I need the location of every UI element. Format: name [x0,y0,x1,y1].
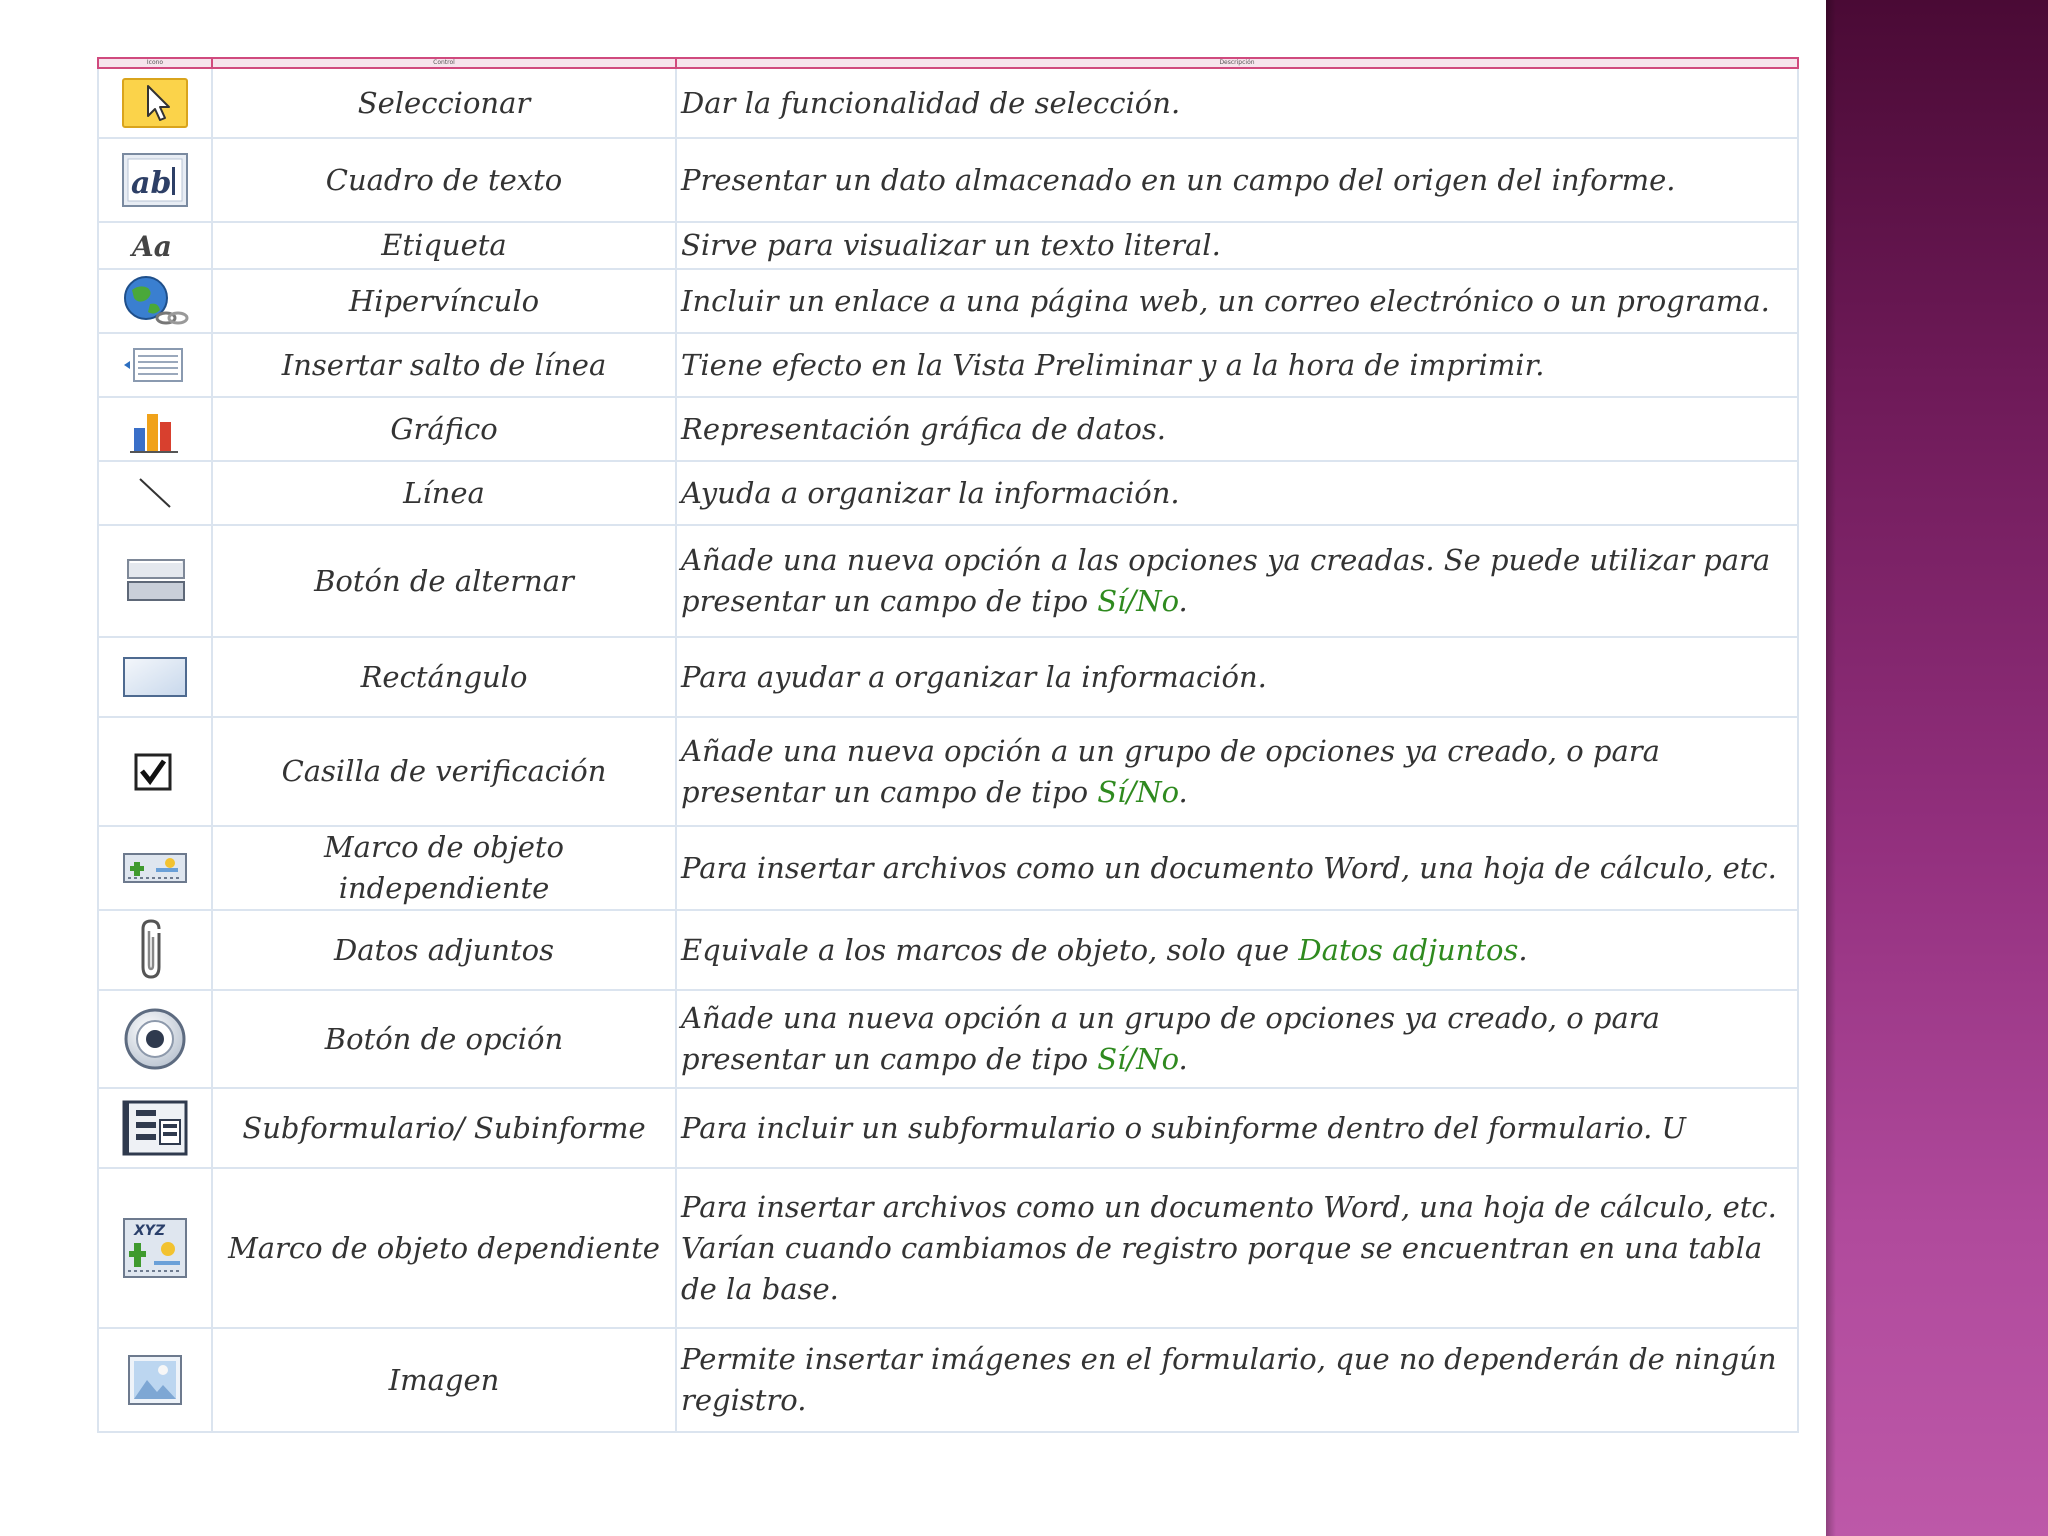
controls-table [97,57,1799,1433]
toggle-button-icon [98,525,212,637]
svg-text:XYZ: XYZ [134,1223,166,1239]
control-name: Gráfico [212,397,676,461]
subform-icon [98,1088,212,1168]
control-description: Representación gráfica de datos. [676,397,1798,461]
table-row [98,1328,1798,1432]
table-row [98,1168,1798,1328]
table-row [98,1088,1798,1168]
control-description: Para insertar archivos como un documento Word, una hoja de cálculo, etc. [676,826,1798,910]
table-row [98,68,1798,138]
table-row [98,222,1798,269]
control-name: Rectángulo [212,637,676,717]
pointer-arrow-icon [98,68,212,138]
table-row [98,397,1798,461]
globe-link-icon [98,269,212,333]
control-name: Seleccionar [212,68,676,138]
control-description: Añade una nueva opción a un grupo de opciones ya creado, o para presentar un campo de tipo Sí/No. [676,990,1798,1088]
control-description: Añade una nueva opción a las opciones ya creadas. Se puede utilizar para presentar un campo de tipo Sí/No. [676,525,1798,637]
control-description: Añade una nueva opción a un grupo de opciones ya creado, o para presentar un campo de tipo Sí/No. [676,717,1798,826]
textbox-icon [98,138,212,222]
control-name: Insertar salto de línea [212,333,676,397]
control-name: Casilla de verificación [212,717,676,826]
line-icon [98,461,212,525]
control-name: Botón de alternar [212,525,676,637]
control-name: Cuadro de texto [212,138,676,222]
control-name: Subformulario/ Subinforme [212,1088,676,1168]
table-row [98,717,1798,826]
table-row [98,461,1798,525]
control-name: Botón de opción [212,990,676,1088]
control-name: Datos adjuntos [212,910,676,990]
checkbox-icon [98,717,212,826]
svg-text:ab: ab [131,166,172,201]
control-description: Equivale a los marcos de objeto, solo que Datos adjuntos. [676,910,1798,990]
control-name: Etiqueta [212,222,676,269]
control-name: Marco de objeto dependiente [212,1168,676,1328]
control-description: Dar la funcionalidad de selección. [676,68,1798,138]
control-description: Ayuda a organizar la información. [676,461,1798,525]
control-description: Para insertar archivos como un documento Word, una hoja de cálculo, etc. Varían cuando cambiamos de registro porque se encuentran en una tabla de la base. [676,1168,1798,1328]
paperclip-icon [98,910,212,990]
table-row [98,910,1798,990]
table-row [98,333,1798,397]
svg-text:Aa: Aa [132,229,172,263]
control-description: Para ayudar a organizar la información. [676,637,1798,717]
table-header-row [98,58,1798,68]
control-name: Hipervínculo [212,269,676,333]
header-control: Control [212,58,676,68]
table-row [98,269,1798,333]
table-row [98,826,1798,910]
bar-chart-icon [98,397,212,461]
control-description: Para incluir un subformulario o subinforme dentro del formulario. U [676,1088,1798,1168]
header-icon: Icono [98,58,212,68]
header-description: Descripción [676,58,1798,68]
control-name: Imagen [212,1328,676,1432]
table-row [98,138,1798,222]
option-button-icon [98,990,212,1088]
table-row [98,525,1798,637]
bound-object-frame-icon [98,1168,212,1328]
control-description: Incluir un enlace a una página web, un correo electrónico o un programa. [676,269,1798,333]
image-icon [98,1328,212,1432]
control-description: Presentar un dato almacenado en un campo del origen del informe. [676,138,1798,222]
control-description: Tiene efecto en la Vista Preliminar y a la hora de imprimir. [676,333,1798,397]
control-description: Sirve para visualizar un texto literal. [676,222,1798,269]
table-row [98,637,1798,717]
unbound-object-frame-icon [98,826,212,910]
control-name: Línea [212,461,676,525]
table-row [98,990,1798,1088]
label-aa-icon [98,222,212,269]
side-decoration-band [1826,0,2048,1536]
control-name: Marco de objeto independiente [212,826,676,910]
control-description: Permite insertar imágenes en el formulario, que no dependerán de ningún registro. [676,1328,1798,1432]
rectangle-icon [98,637,212,717]
page-break-icon [98,333,212,397]
